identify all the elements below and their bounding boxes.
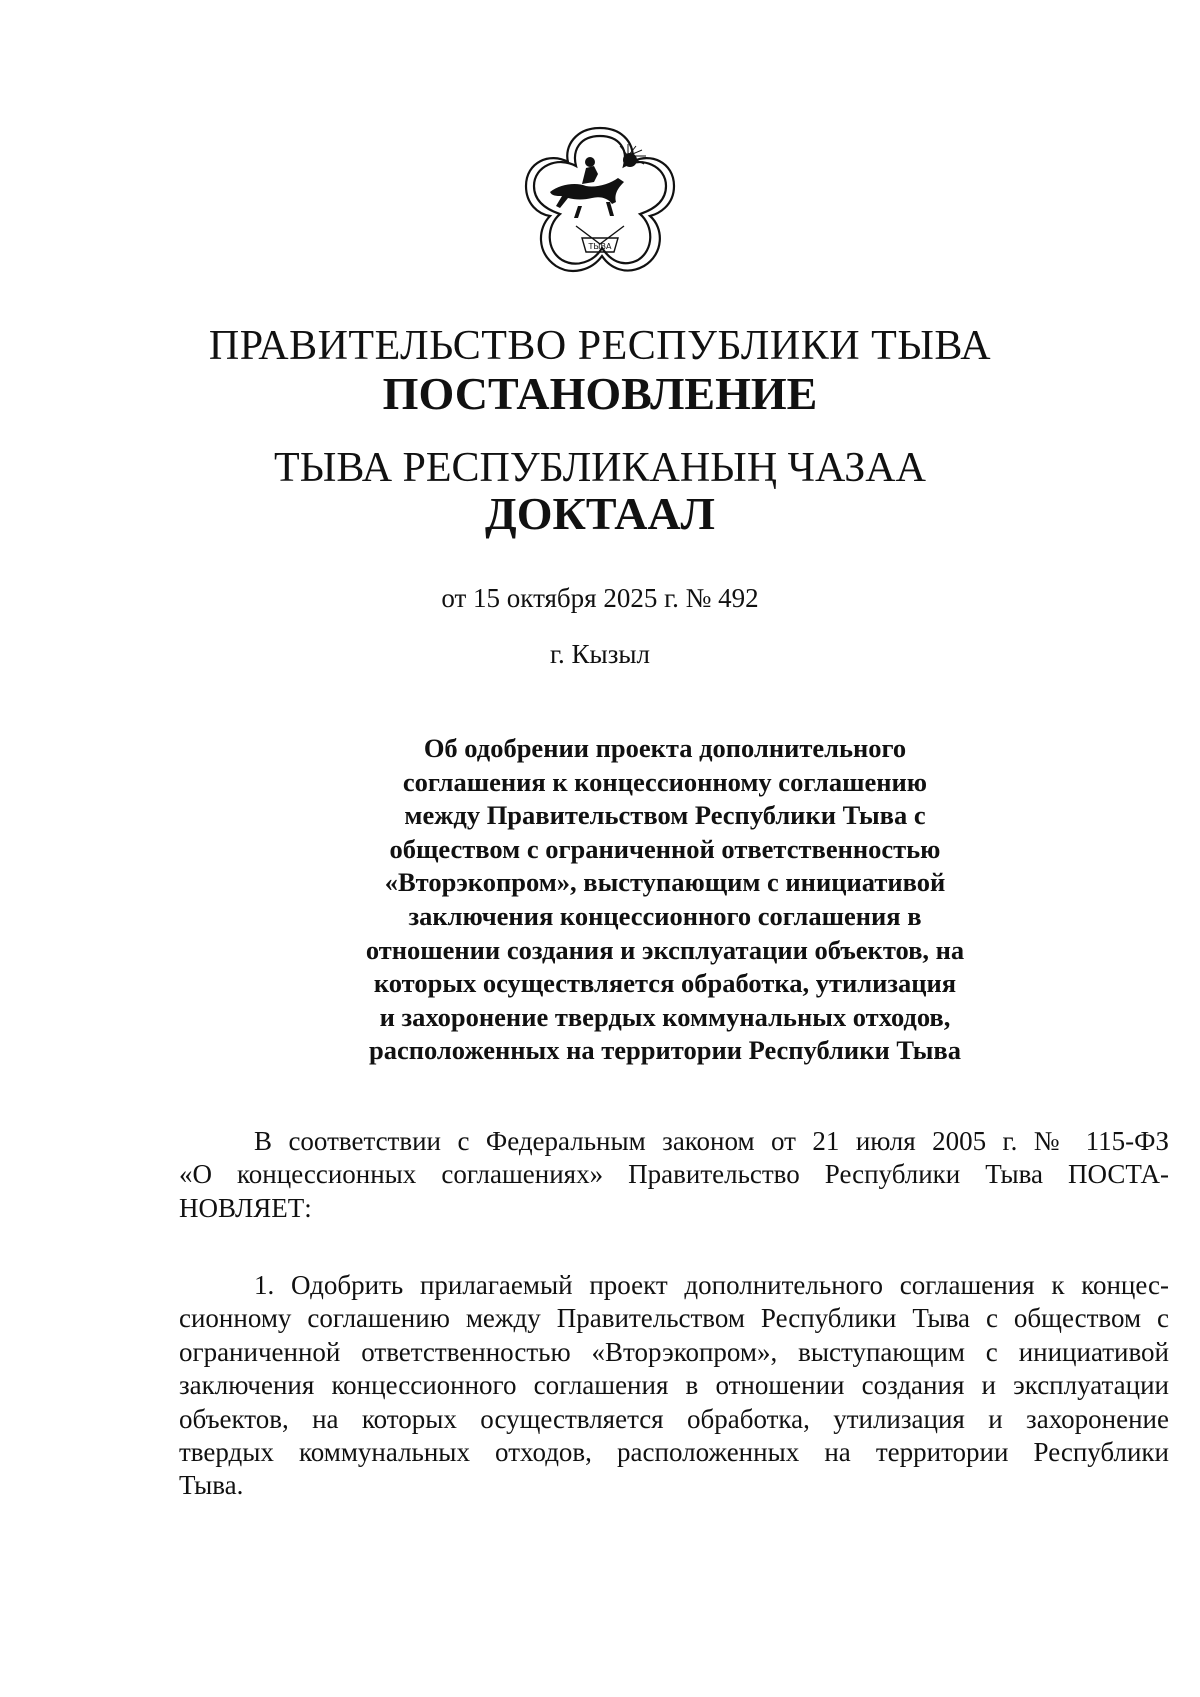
decree-date-number: от 15 октября 2025 г. № 492	[441, 583, 759, 613]
decree-heading-russian: ПОСТАНОВЛЕНИЕ	[382, 368, 818, 419]
title-line: соглашения к концессионному соглашению	[402, 766, 928, 797]
title-line: которых осуществляется обработка, утилизация	[373, 968, 957, 999]
government-name-russian: ПРАВИТЕЛЬСТВО РЕСПУБЛИКИ ТЫВА	[208, 323, 992, 369]
preamble-paragraph	[179, 1125, 1169, 1225]
title-line: заключения концессионного соглашения в	[408, 900, 922, 931]
paragraph-line: сионному соглашению между Правительством Республики Тыва с обществом с	[179, 1303, 1169, 1334]
paragraph-line: заключения концессионного соглашения в отношении создания и эксплуатации	[179, 1370, 1169, 1401]
paragraph-line: объектов, на которых осуществляется обработка, утилизация и захоронение	[179, 1403, 1169, 1434]
clause-1-paragraph	[179, 1269, 1169, 1503]
title-line: Об одобрении проекта дополнительного	[423, 733, 907, 763]
title-line: и захоронение твердых коммунальных отходов,	[379, 1001, 951, 1032]
paragraph-line: НОВЛЯЕТ:	[179, 1192, 312, 1223]
tuva-coat-of-arms-icon	[520, 122, 680, 282]
paragraph-line: 1. Одобрить прилагаемый проект дополнительного соглашения к концес-	[254, 1270, 1169, 1300]
title-line: расположенных на территории Республики Тыва	[369, 1035, 961, 1066]
title-line: между Правительством Республики Тыва с	[404, 800, 926, 831]
title-line: обществом с ограниченной ответственностью	[389, 833, 941, 864]
government-name-tuvan: ТЫВА РЕСПУБЛИКАНЫҢ ЧАЗАА	[274, 445, 926, 491]
paragraph-line: В соответствии с Федеральным законом от 21 июля 2005 г. № 115-ФЗ	[254, 1126, 1169, 1156]
paragraph-line: твердых коммунальных отходов, расположенных на территории Республики	[179, 1437, 1169, 1468]
title-line: отношении создания и эксплуатации объектов, на	[365, 934, 965, 965]
emblem-text: ТЫВА	[588, 242, 612, 251]
decree-heading-tuvan: ДОКТААЛ	[485, 488, 715, 539]
paragraph-line: Тыва.	[179, 1470, 244, 1501]
paragraph-line: ограниченной ответственностью «Вторэкопром», выступающим с инициативой	[179, 1336, 1169, 1367]
decree-place: г. Кызыл	[550, 639, 650, 669]
title-line: «Вторэкопром», выступающим с инициативой	[384, 867, 946, 898]
paragraph-line: «О концессионных соглашениях» Правительство Республики Тыва ПОСТА-	[179, 1159, 1169, 1190]
decree-title	[330, 732, 1000, 1068]
